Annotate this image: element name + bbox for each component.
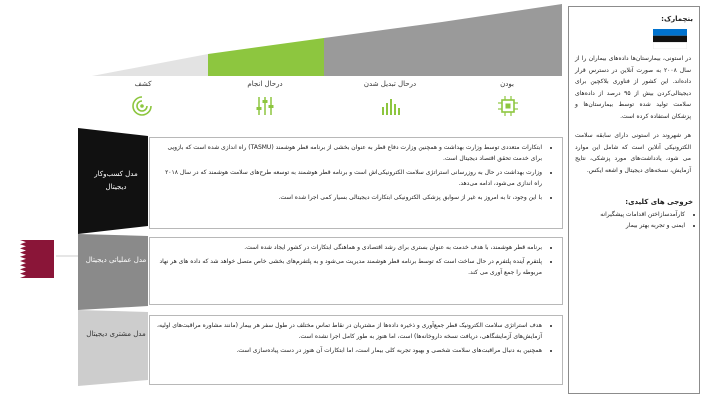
benchmark-paragraph-2: هر شهروند در استونی دارای سابقه سلامت الکترونیکی آنلاین است که شامل این موارد می شود، یادداشت‌های مورد پزشکی، نتایج آزمایش، نسخه‌های دیجیتال و اشعه ایکس. <box>575 132 691 174</box>
list-item: • ابتکارات متعددی توسط وزارت بهداشت و همچنین وزارت دفاع قطر به عنوان بخشی از برنامه قطر هوشمند (TASMU) راه اندازی شده است که بازویی برای خدمت تحقق اقتصاد دیجیتال است. <box>156 142 542 164</box>
maturity-wedge <box>92 4 562 76</box>
list-item: • هدف استراتژی سلامت الکترونیک قطر جمع‌آوری و ذخیره داده‌ها از مشتریان در نقاط تماس مختلف در طول سفر هر بیمار (مانند مشاوره مراقبت‌های اولیه، آزمایش‌های آزمایشگاهی، دریافت نسخه داروخانه‌ها) است، اما هنوز به طور کامل اجرا نشده است. <box>156 320 542 342</box>
list-item: • وزارت بهداشت در حال به روزرسانی استراتژی سلامت الکترونیکی‌اش است و برنامه قطر هوشمند به توسعه طرح‌های سلامت هوشمند که در سال ۲۰۱۸ راه اندازی می‌شود، ادامه می‌دهد. <box>156 167 542 189</box>
wedge-segment-doing <box>208 38 324 76</box>
sliders-icon <box>254 95 276 117</box>
wedge-segment-being <box>442 4 562 76</box>
qatar-flag-icon <box>6 240 54 278</box>
list-item: • کارآمدسازاختن اقدامات پیشگیرانه <box>573 210 685 220</box>
chip-icon <box>497 95 519 117</box>
list-item: • برنامه قطر هوشمند، با هدف خدمت به عنوان بستری برای رشد اقتصادی و هماهنگی ابتکارات در کشور ایجاد شده است. <box>156 242 542 253</box>
funnel-label-operating: مدل عملیاتی دیجیتال <box>85 256 147 264</box>
stage-label-discover: کشف <box>134 80 152 88</box>
list-item: • ایمنی و تجربه بهتر بیمار <box>573 221 685 231</box>
wedge-segment-discover <box>92 54 208 76</box>
business-model-box <box>149 137 563 229</box>
list-item: • با این وجود، تا به امروز به غیر از سوابق پزشکی الکترونیکی ابتکارات دیجیتالی بسیار کمی اجرا شده است. <box>156 192 542 203</box>
list-item: • پلتفرم آینده پلتفرم در حال ساخت است که توسط برنامه قطر هوشمند مدیریت می‌شود و به پلتفرم‌های بخشی خاص متصل خواهد شد که داده های هر نهاد مربوطه را جمع آوری می کند. <box>156 256 542 278</box>
customer-model-box <box>149 315 563 385</box>
key-outputs-title: خروجی های کلیدی: <box>625 198 693 206</box>
key-outputs-list <box>573 210 685 231</box>
wedge-segment-becoming <box>324 22 442 76</box>
estonia-flag-icon <box>653 29 687 49</box>
benchmark-panel <box>568 6 700 394</box>
bars-icon <box>380 95 402 117</box>
funnel-segment-operating <box>78 234 148 310</box>
operating-model-box <box>149 237 563 305</box>
stage-label-becoming: درحال تبدیل شدن <box>363 80 417 88</box>
list-item: • همچنین به دنبال مراقبت‌های سلامت شخصی و بهبود تجربه کلی بیمار است، اما ابتکارات آن هنوز در دست پیاده‌سازی است. <box>156 345 542 356</box>
benchmark-paragraph-1: در استونی، بیمارستان‌ها داده‌های بیماران را از سال ۲۰۰۸ به صورت آنلاین در دسترس قرار داده‌اند. این کشور از فناوری بلاکچین برای دیجیتالی‌کردن بیش از ۹۵ درصد از داده‌های سلامت تولید شده توسط بیمارستان‌ها و پزشکان استفاده کرده است. <box>575 55 691 120</box>
stage-label-being: بودن <box>500 80 514 88</box>
target-icon <box>131 95 153 117</box>
stage-label-doing: درحال انجام <box>247 80 283 88</box>
funnel-label-customer: مدل مشتری دیجیتال <box>86 330 146 338</box>
funnel-label-business: مدل کسب‌وکار دیجیتال <box>94 170 138 191</box>
benchmark-title: بنچمارک: <box>661 15 693 23</box>
funnel-segment-customer <box>78 310 148 386</box>
